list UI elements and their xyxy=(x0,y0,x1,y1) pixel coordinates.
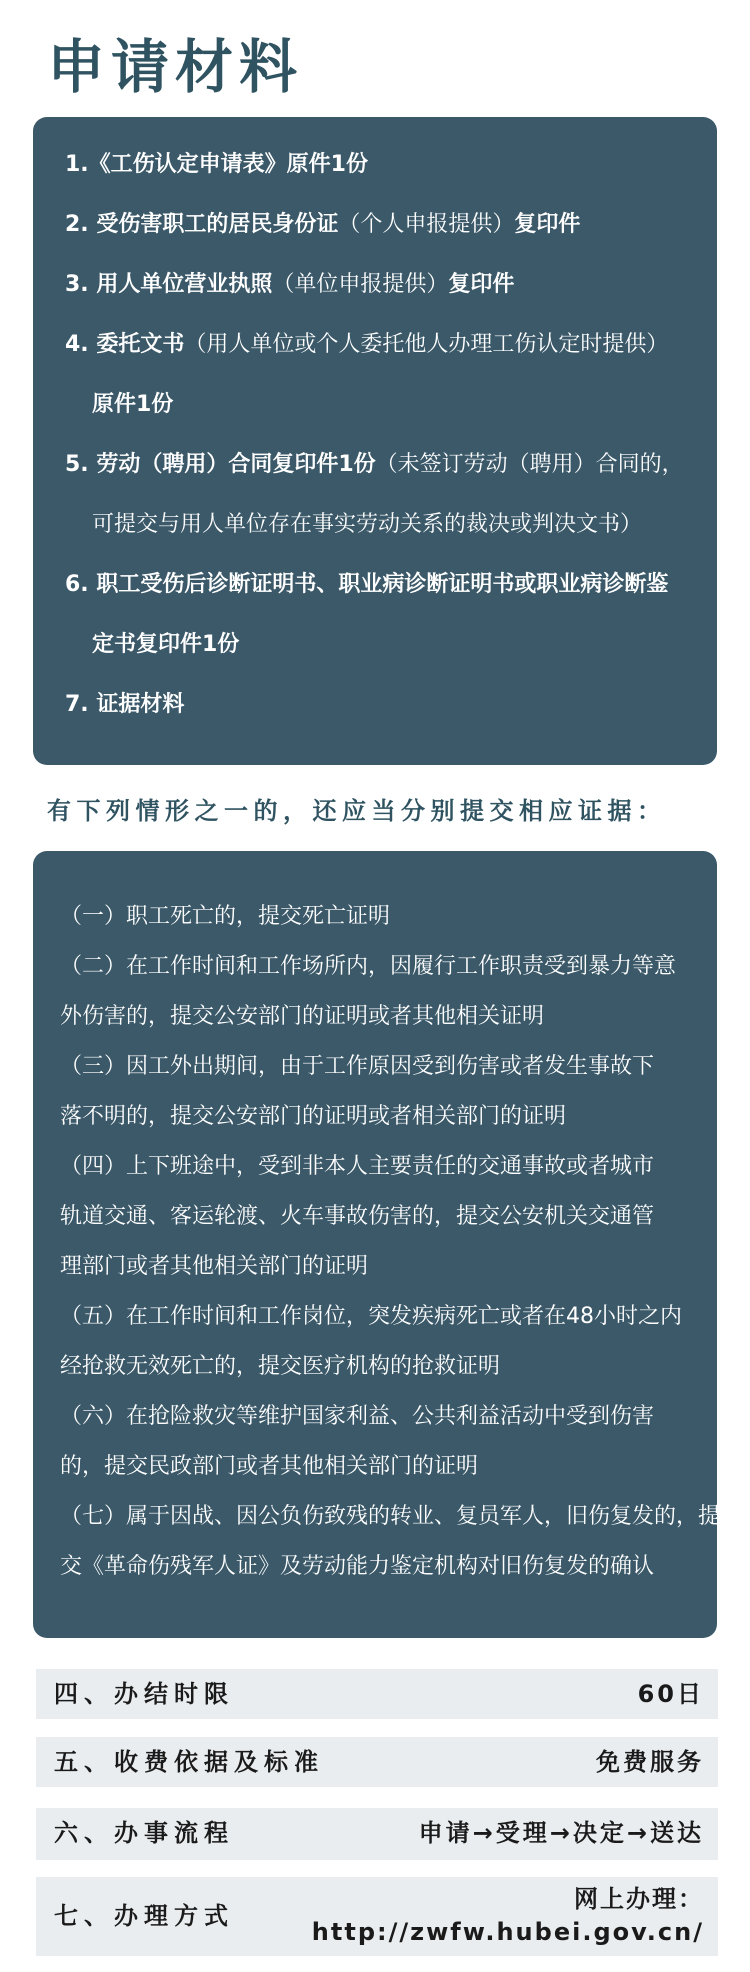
time-limit-row xyxy=(36,1669,718,1719)
material-item-4: 4. 委托文书（用人单位或个人委托他人办理工伤认定时提供） xyxy=(65,332,669,357)
evidence-line: 理部门或者其他相关部门的证明 xyxy=(60,1254,369,1279)
method-label: 七、办理方式 xyxy=(54,1902,234,1930)
method-value xyxy=(312,1883,704,1949)
method-row xyxy=(36,1877,718,1956)
material-item-6-cont: 定书复印件1份 xyxy=(92,632,240,657)
evidence-line: （二）在工作时间和工作场所内，因履行工作职责受到暴力等意 xyxy=(60,954,677,979)
fee-value: 免费服务 xyxy=(596,1748,704,1776)
evidence-line: 经抢救无效死亡的，提交医疗机构的抢救证明 xyxy=(60,1354,501,1379)
material-item-5-cont: 可提交与用人单位存在事实劳动关系的裁决或判决文书） xyxy=(92,512,643,537)
evidence-line: 落不明的，提交公安部门的证明或者相关部门的证明 xyxy=(60,1104,567,1129)
method-online: 网上办理： xyxy=(574,1885,704,1913)
evidence-line: 的，提交民政部门或者其他相关部门的证明 xyxy=(60,1454,479,1479)
evidence-line: （三）因工外出期间，由于工作原因受到伤害或者发生事故下 xyxy=(60,1054,655,1079)
process-value: 申请→受理→决定→送达 xyxy=(418,1819,704,1847)
evidence-subheading: 有下列情形之一的，还应当分别提交相应证据： xyxy=(47,797,667,825)
fee-label: 五、收费依据及标准 xyxy=(54,1748,324,1776)
method-url[interactable]: http://zwfw.hubei.gov.cn/ xyxy=(311,1918,704,1946)
fee-row xyxy=(36,1737,718,1787)
evidence-line: （四）上下班途中，受到非本人主要责任的交通事故或者城市 xyxy=(60,1154,655,1179)
evidence-line: （七）属于因战、因公负伤致残的转业、复员军人，旧伤复发的，提 xyxy=(60,1504,721,1529)
evidence-line: 外伤害的，提交公安部门的证明或者其他相关证明 xyxy=(60,1004,545,1029)
process-row xyxy=(36,1808,718,1860)
page-title: 申请材料 xyxy=(47,33,304,101)
process-label: 六、办事流程 xyxy=(54,1819,234,1847)
material-item-3: 3. 用人单位营业执照（单位申报提供）复印件 xyxy=(65,272,515,297)
material-item-4-cont: 原件1份 xyxy=(92,392,174,417)
evidence-line: （六）在抢险救灾等维护国家利益、公共利益活动中受到伤害 xyxy=(60,1404,655,1429)
material-item-2: 2. 受伤害职工的居民身份证（个人申报提供）复印件 xyxy=(65,212,581,237)
material-item-7: 7. 证据材料 xyxy=(65,692,185,717)
material-item-6: 6. 职工受伤后诊断证明书、职业病诊断证明书或职业病诊断鉴 xyxy=(65,572,669,597)
material-item-1: 1.《工伤认定申请表》原件1份 xyxy=(65,152,368,177)
evidence-line: 轨道交通、客运轮渡、火车事故伤害的，提交公安机关交通管 xyxy=(60,1204,655,1229)
evidence-line: （一）职工死亡的，提交死亡证明 xyxy=(60,904,391,929)
time-limit-value: 60日 xyxy=(637,1680,704,1708)
time-limit-label: 四、办结时限 xyxy=(54,1680,234,1708)
evidence-line: （五）在工作时间和工作岗位，突发疾病死亡或者在48小时之内 xyxy=(60,1304,682,1329)
material-item-5: 5. 劳动（聘用）合同复印件1份（未签订劳动（聘用）合同的， xyxy=(65,452,684,477)
evidence-line: 交《革命伤残军人证》及劳动能力鉴定机构对旧伤复发的确认 xyxy=(60,1554,655,1579)
